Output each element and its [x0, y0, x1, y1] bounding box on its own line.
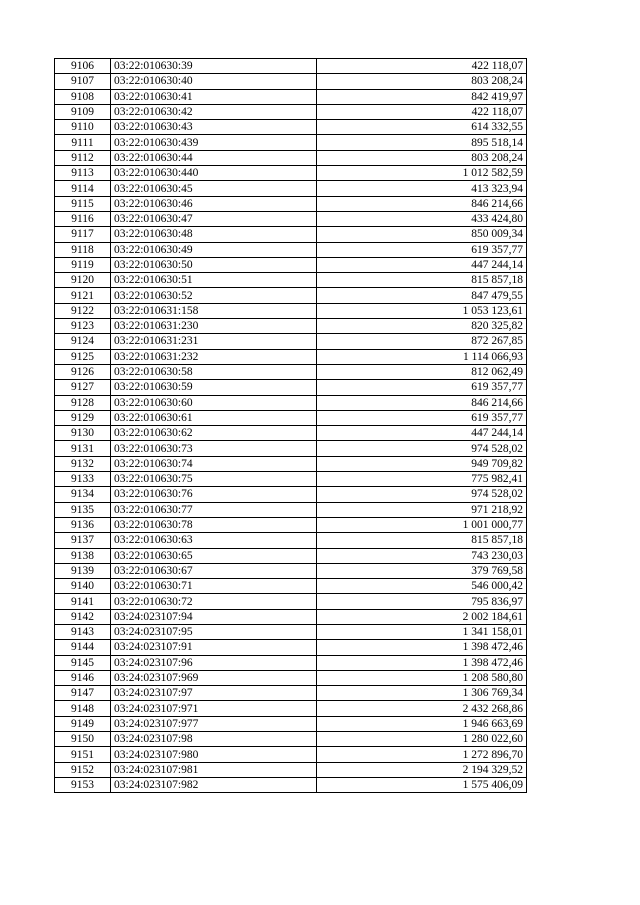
cadastral-value-cell: 1 053 123,61 — [317, 303, 527, 318]
cadastral-number-cell: 03:22:010630:50 — [111, 257, 317, 272]
cadastral-number-cell: 03:22:010630:41 — [111, 89, 317, 104]
table-row — [55, 74, 527, 89]
cadastral-value-cell: 1 001 000,77 — [317, 517, 527, 532]
cadastral-value-cell: 1 012 582,59 — [317, 166, 527, 181]
row-number-cell: 9152 — [55, 762, 111, 777]
cadastral-number-cell: 03:22:010630:65 — [111, 548, 317, 563]
cadastral-value-cell: 974 528,02 — [317, 441, 527, 456]
cadastral-value-cell: 971 218,92 — [317, 502, 527, 517]
row-number-cell: 9111 — [55, 135, 111, 150]
row-number-cell: 9129 — [55, 410, 111, 425]
cadastral-value-cell: 422 118,07 — [317, 104, 527, 119]
cadastral-number-cell: 03:22:010631:158 — [111, 303, 317, 318]
row-number-cell: 9130 — [55, 426, 111, 441]
table-body — [55, 59, 527, 793]
cadastral-value-cell: 872 267,85 — [317, 334, 527, 349]
cadastral-value-cell: 775 982,41 — [317, 472, 527, 487]
cadastral-value-cell: 447 244,14 — [317, 257, 527, 272]
cadastral-number-cell: 03:22:010631:232 — [111, 349, 317, 364]
cadastral-number-cell: 03:22:010630:63 — [111, 533, 317, 548]
table-row — [55, 303, 527, 318]
cadastral-number-cell: 03:22:010630:60 — [111, 395, 317, 410]
table-row — [55, 349, 527, 364]
cadastral-value-cell: 795 836,97 — [317, 594, 527, 609]
table-row — [55, 624, 527, 639]
cadastral-value-cell: 842 419,97 — [317, 89, 527, 104]
cadastral-value-cell: 895 518,14 — [317, 135, 527, 150]
row-number-cell: 9136 — [55, 517, 111, 532]
cadastral-value-cell: 1 398 472,46 — [317, 655, 527, 670]
cadastral-number-cell: 03:22:010631:231 — [111, 334, 317, 349]
table-row — [55, 670, 527, 685]
table-row — [55, 701, 527, 716]
row-number-cell: 9126 — [55, 364, 111, 379]
cadastral-value-cell: 619 357,77 — [317, 380, 527, 395]
cadastral-value-cell: 2 194 329,52 — [317, 762, 527, 777]
row-number-cell: 9107 — [55, 74, 111, 89]
cadastral-number-cell: 03:22:010630:439 — [111, 135, 317, 150]
cadastral-number-cell: 03:22:010630:43 — [111, 120, 317, 135]
cadastral-value-cell: 847 479,55 — [317, 288, 527, 303]
cadastral-value-cell: 743 230,03 — [317, 548, 527, 563]
cadastral-number-cell: 03:22:010631:230 — [111, 319, 317, 334]
row-number-cell: 9148 — [55, 701, 111, 716]
cadastral-value-cell: 1 208 580,80 — [317, 670, 527, 685]
cadastral-number-cell: 03:24:023107:91 — [111, 640, 317, 655]
cadastral-number-cell: 03:24:023107:969 — [111, 670, 317, 685]
row-number-cell: 9139 — [55, 563, 111, 578]
cadastral-value-cell: 1 306 769,34 — [317, 686, 527, 701]
table-row — [55, 288, 527, 303]
row-number-cell: 9119 — [55, 257, 111, 272]
row-number-cell: 9128 — [55, 395, 111, 410]
table-row — [55, 120, 527, 135]
cadastral-number-cell: 03:24:023107:96 — [111, 655, 317, 670]
cadastral-value-cell: 949 709,82 — [317, 456, 527, 471]
cadastral-number-cell: 03:22:010630:75 — [111, 472, 317, 487]
cadastral-number-cell: 03:22:010630:40 — [111, 74, 317, 89]
row-number-cell: 9133 — [55, 472, 111, 487]
row-number-cell: 9142 — [55, 609, 111, 624]
cadastral-value-cell: 974 528,02 — [317, 487, 527, 502]
table-row — [55, 762, 527, 777]
cadastral-value-cell: 2 432 268,86 — [317, 701, 527, 716]
table-row — [55, 686, 527, 701]
row-number-cell: 9113 — [55, 166, 111, 181]
cadastral-value-cell: 1 272 896,70 — [317, 747, 527, 762]
cadastral-number-cell: 03:24:023107:977 — [111, 716, 317, 731]
table-row — [55, 472, 527, 487]
table-row — [55, 104, 527, 119]
cadastral-value-cell: 379 769,58 — [317, 563, 527, 578]
table-row — [55, 410, 527, 425]
row-number-cell: 9120 — [55, 273, 111, 288]
row-number-cell: 9144 — [55, 640, 111, 655]
cadastral-number-cell: 03:24:023107:980 — [111, 747, 317, 762]
table-row — [55, 89, 527, 104]
row-number-cell: 9108 — [55, 89, 111, 104]
table-row — [55, 257, 527, 272]
row-number-cell: 9127 — [55, 380, 111, 395]
cadastral-number-cell: 03:22:010630:52 — [111, 288, 317, 303]
cadastral-number-cell: 03:22:010630:44 — [111, 150, 317, 165]
table-row — [55, 426, 527, 441]
table-row — [55, 211, 527, 226]
cadastral-number-cell: 03:22:010630:62 — [111, 426, 317, 441]
cadastral-value-cell: 803 208,24 — [317, 150, 527, 165]
row-number-cell: 9106 — [55, 59, 111, 74]
table-row — [55, 640, 527, 655]
table-row — [55, 579, 527, 594]
cadastral-value-cell: 803 208,24 — [317, 74, 527, 89]
cadastral-number-cell: 03:24:023107:98 — [111, 732, 317, 747]
cadastral-value-cell: 1 114 066,93 — [317, 349, 527, 364]
cadastral-value-cell: 433 424,80 — [317, 211, 527, 226]
cadastral-number-cell: 03:22:010630:71 — [111, 579, 317, 594]
row-number-cell: 9149 — [55, 716, 111, 731]
cadastral-number-cell: 03:24:023107:94 — [111, 609, 317, 624]
row-number-cell: 9131 — [55, 441, 111, 456]
row-number-cell: 9145 — [55, 655, 111, 670]
table-row — [55, 747, 527, 762]
row-number-cell: 9125 — [55, 349, 111, 364]
table-row — [55, 609, 527, 624]
row-number-cell: 9134 — [55, 487, 111, 502]
cadastral-number-cell: 03:22:010630:61 — [111, 410, 317, 425]
row-number-cell: 9151 — [55, 747, 111, 762]
row-number-cell: 9138 — [55, 548, 111, 563]
row-number-cell: 9140 — [55, 579, 111, 594]
cadastral-value-cell: 1 575 406,09 — [317, 777, 527, 792]
table-row — [55, 242, 527, 257]
table-row — [55, 594, 527, 609]
cadastral-value-cell: 820 325,82 — [317, 319, 527, 334]
table-row — [55, 196, 527, 211]
row-number-cell: 9109 — [55, 104, 111, 119]
row-number-cell: 9147 — [55, 686, 111, 701]
table-row — [55, 150, 527, 165]
cadastral-number-cell: 03:22:010630:49 — [111, 242, 317, 257]
row-number-cell: 9153 — [55, 777, 111, 792]
table-row — [55, 777, 527, 792]
row-number-cell: 9115 — [55, 196, 111, 211]
cadastral-number-cell: 03:22:010630:77 — [111, 502, 317, 517]
cadastral-number-cell: 03:22:010630:76 — [111, 487, 317, 502]
cadastral-number-cell: 03:22:010630:46 — [111, 196, 317, 211]
cadastral-number-cell: 03:22:010630:72 — [111, 594, 317, 609]
cadastral-value-cell: 850 009,34 — [317, 227, 527, 242]
cadastral-number-cell: 03:22:010630:51 — [111, 273, 317, 288]
cadastral-value-cell: 2 002 184,61 — [317, 609, 527, 624]
table-row — [55, 395, 527, 410]
row-number-cell: 9137 — [55, 533, 111, 548]
cadastral-value-cell: 413 323,94 — [317, 181, 527, 196]
row-number-cell: 9117 — [55, 227, 111, 242]
cadastral-number-cell: 03:24:023107:981 — [111, 762, 317, 777]
table-row — [55, 716, 527, 731]
cadastral-value-cell: 846 214,66 — [317, 395, 527, 410]
cadastral-value-cell: 815 857,18 — [317, 533, 527, 548]
cadastral-value-cell: 1 341 158,01 — [317, 624, 527, 639]
cadastral-number-cell: 03:24:023107:97 — [111, 686, 317, 701]
table-row — [55, 135, 527, 150]
table-row — [55, 655, 527, 670]
table-row — [55, 441, 527, 456]
cadastral-value-cell: 447 244,14 — [317, 426, 527, 441]
row-number-cell: 9132 — [55, 456, 111, 471]
cadastral-value-cell: 1 280 022,60 — [317, 732, 527, 747]
cadastral-number-cell: 03:22:010630:78 — [111, 517, 317, 532]
row-number-cell: 9143 — [55, 624, 111, 639]
cadastral-number-cell: 03:24:023107:95 — [111, 624, 317, 639]
row-number-cell: 9114 — [55, 181, 111, 196]
table-row — [55, 517, 527, 532]
row-number-cell: 9150 — [55, 732, 111, 747]
cadastral-value-cell: 619 357,77 — [317, 242, 527, 257]
table-row — [55, 364, 527, 379]
table-row — [55, 533, 527, 548]
row-number-cell: 9116 — [55, 211, 111, 226]
row-number-cell: 9146 — [55, 670, 111, 685]
row-number-cell: 9112 — [55, 150, 111, 165]
table-row — [55, 166, 527, 181]
cadastral-value-cell: 614 332,55 — [317, 120, 527, 135]
cadastral-number-cell: 03:22:010630:67 — [111, 563, 317, 578]
cadastral-number-cell: 03:24:023107:971 — [111, 701, 317, 716]
cadastral-number-cell: 03:22:010630:74 — [111, 456, 317, 471]
cadastral-number-cell: 03:22:010630:440 — [111, 166, 317, 181]
cadastral-number-cell: 03:22:010630:39 — [111, 59, 317, 74]
table-row — [55, 732, 527, 747]
cadastral-number-cell: 03:22:010630:42 — [111, 104, 317, 119]
cadastral-value-cell: 422 118,07 — [317, 59, 527, 74]
table-row — [55, 181, 527, 196]
cadastral-number-cell: 03:24:023107:982 — [111, 777, 317, 792]
table-row — [55, 334, 527, 349]
cadastral-value-cell: 1 946 663,69 — [317, 716, 527, 731]
cadastral-value-cell: 846 214,66 — [317, 196, 527, 211]
cadastral-value-table — [54, 58, 527, 793]
row-number-cell: 9121 — [55, 288, 111, 303]
table-row — [55, 548, 527, 563]
row-number-cell: 9141 — [55, 594, 111, 609]
table-row — [55, 380, 527, 395]
cadastral-value-cell: 1 398 472,46 — [317, 640, 527, 655]
row-number-cell: 9122 — [55, 303, 111, 318]
table-row — [55, 502, 527, 517]
cadastral-number-cell: 03:22:010630:73 — [111, 441, 317, 456]
cadastral-number-cell: 03:22:010630:48 — [111, 227, 317, 242]
cadastral-number-cell: 03:22:010630:58 — [111, 364, 317, 379]
cadastral-value-cell: 815 857,18 — [317, 273, 527, 288]
cadastral-value-cell: 812 062,49 — [317, 364, 527, 379]
table-row — [55, 456, 527, 471]
row-number-cell: 9123 — [55, 319, 111, 334]
row-number-cell: 9118 — [55, 242, 111, 257]
table-row — [55, 487, 527, 502]
cadastral-value-cell: 619 357,77 — [317, 410, 527, 425]
row-number-cell: 9110 — [55, 120, 111, 135]
table-row — [55, 227, 527, 242]
table-row — [55, 563, 527, 578]
cadastral-number-cell: 03:22:010630:59 — [111, 380, 317, 395]
cadastral-value-cell: 546 000,42 — [317, 579, 527, 594]
cadastral-number-cell: 03:22:010630:47 — [111, 211, 317, 226]
row-number-cell: 9135 — [55, 502, 111, 517]
row-number-cell: 9124 — [55, 334, 111, 349]
cadastral-number-cell: 03:22:010630:45 — [111, 181, 317, 196]
table-row — [55, 273, 527, 288]
table-row — [55, 319, 527, 334]
table-row — [55, 59, 527, 74]
